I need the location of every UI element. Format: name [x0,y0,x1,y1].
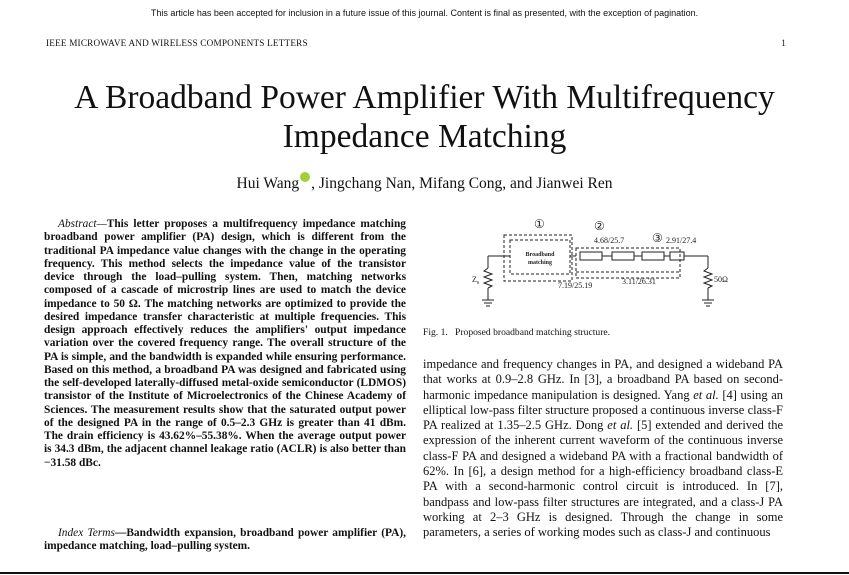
orcid-icon[interactable] [300,172,310,182]
load-label: 50Ω [714,275,728,284]
tl-label-bottom-1: 7.19/25.19 [558,281,593,290]
index-terms: Index Terms—Bandwidth expansion, broadband power amplifier (PA), impedance matching, load–pulling system. [44,527,406,553]
matching-structure-diagram [470,216,750,316]
block-label-2: matching [528,260,552,266]
author-first: Hui Wang [236,175,300,192]
tl-label-top-1: 4.68/25.7 [594,236,625,245]
source-impedance-label: $Z_s$ [472,275,480,286]
body-paragraph: impedance and frequency changes in PA, and designed a wideband PA that works at 0.9–2.8 GHz. In [3], a broadband PA based on second-harmonic impedance manipulation is designed. Yang et al. [4] using an elliptical low-pass filter structure proposed a continuous inverse class-F PA realized at 1.35–2.5 GHz. Dong et al. [5] extended and derived the expression of the inherent current waveform of the continuous inverse class-F PA and designed a wideband PA with a fractional bandwidth of 62%. In [6], a design method for a high-efficiency broadband class-E PA with a second-harmonic control circuit is introduced. In [7], bandpass and low-pass filter structures are integrated, and a class-J PA working at 2–3 GHz is designed. Through the change in some parameters, a series of working modes such as class-J and continuous [423,357,783,540]
title-line-1: A Broadband Power Amplifier With Multifrequency [74,79,775,116]
block-label-1: Broadband [525,252,555,258]
running-head [46,38,786,48]
tl-label-bottom-2: 3.11/26.31 [622,277,656,286]
figure-caption: Fig. 1. Proposed broadband matching structure. [423,327,611,338]
marker-3: ③ [652,231,663,245]
index-terms-text: Bandwidth expansion, broadband power amplifier (PA), impedance matching, load–pulling system. [44,527,406,553]
abstract-heading: Abstract [58,218,97,230]
abstract: Abstract—This letter proposes a multifrequency impedance matching broadband power amplifier (PA) design, which is different from the traditional PA impedance value changes with the change in the operating frequency. This method selects the impedance value of the transistor device through the load–pulling system. Then, matching networks composed of a cascade of microstrip lines are used to match the device impedance to 50 Ω. The matching networks are optimized to provide the desired impedance transfer characteristic at multiple frequencies. This design approach effectively reduces the amplifiers' output impedance variation over the covered frequency range. The overall structure of the PA is simple, and the bandwidth is expanded while ensuring performance. Based on this method, a broadband PA was designed and fabricated using the self-developed laterally-diffused metal-oxide semiconductor (LDMOS) transistor of the Institute of Microelectronics of the Chinese Academy of Sciences. The measurement results show that the saturated output power of the designed PA in the range of 0.5–2.3 GHz is greater than 41 dBm. The drain efficiency is 43.62%–55.38%. When the average output power is 34.3 dBm, the adjacent channel leakage ratio (ACLR) is also better than −31.58 dBc. [44,218,406,469]
author-list [0,172,849,193]
journal-name: IEEE MICROWAVE AND WIRELESS COMPONENTS LETTERS [46,38,308,48]
page-number: 1 [781,38,786,48]
paper-title [0,78,849,156]
title-line-2: Impedance Matching [282,118,567,155]
tl-label-top-2: 2.91/27.4 [666,236,697,245]
marker-1: ① [534,217,545,231]
acceptance-notice: This article has been accepted for inclusion in a future issue of this journal. Content is final as presented, with the exception of pagination. [150,8,699,18]
index-terms-heading: Index Terms [58,527,115,539]
bottom-rule [0,572,849,574]
marker-2: ② [594,219,605,233]
author-rest: , Jingchang Nan, Mifang Cong, and Jianwei Ren [311,175,613,192]
body-text [423,357,783,541]
abstract-text: This letter proposes a multifrequency impedance matching broadband power amplifier (PA) design, which is different from the traditional PA impedance value changes with the change in the operating frequency. This method selects the impedance value of the transistor device through the load–pulling system. Then, matching networks composed of a cascade of microstrip lines are used to match the device impedance to 50 Ω. The matching networks are optimized to provide the desired impedance transfer characteristic at multiple frequencies. This design approach effectively reduces the amplifiers' output impedance variation over the covered frequency range. The overall structure of the PA is simple, and the bandwidth is expanded while ensuring performance. Based on this method, a broadband PA was designed and fabricated using the self-developed laterally-diffused metal-oxide semiconductor (LDMOS) transistor of the Institute of Microelectronics of the Chinese Academy of Sciences. The measurement results show that the saturated output power of the designed PA in the range of 0.5–2.3 GHz is greater than 41 dBm. The drain efficiency is 43.62%–55.38%. When the average output power is 34.3 dBm, the adjacent channel leakage ratio (ACLR) is also better than −31.58 dBc. [44,218,406,469]
